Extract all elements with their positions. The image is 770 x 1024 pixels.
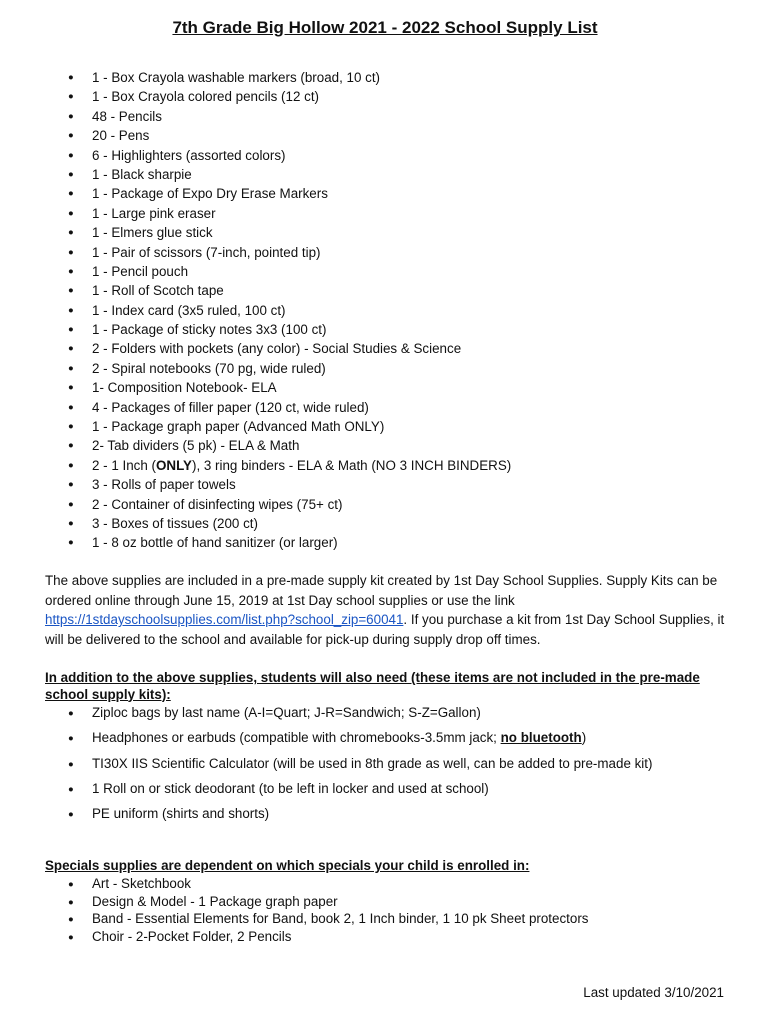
list-item: ● Band - Essential Elements for Band, book 2, 1 Inch binder, 1 10 pk Sheet protectors xyxy=(46,910,589,928)
list-item: ● 1 - Pair of scissors (7-inch, pointed tip) xyxy=(46,243,511,262)
list-item: ● 1 - Box Crayola washable markers (broad, 10 ct) xyxy=(46,68,511,87)
list-item: ● PE uniform (shirts and shorts) xyxy=(46,804,652,829)
list-item: ● 1 - Elmers glue stick xyxy=(46,223,511,242)
binders-prefix: 2 - 1 Inch ( xyxy=(92,457,157,473)
list-item: ● 1 - 8 oz bottle of hand sanitizer (or larger) xyxy=(46,533,511,552)
specials-list xyxy=(46,875,589,945)
additional-list xyxy=(46,703,652,829)
supply-kit-link[interactable]: https://1stdayschoolsupplies.com/list.php?school_zip=60041 xyxy=(45,612,404,627)
list-item: ● 2 - Spiral notebooks (70 pg, wide ruled) xyxy=(46,359,511,378)
list-item: ● 1 - Pencil pouch xyxy=(46,262,511,281)
no-bluetooth-note: no bluetooth xyxy=(500,730,582,746)
page-title: 7th Grade Big Hollow 2021 - 2022 School Supply List xyxy=(172,18,598,37)
list-item: ● 1 - Box Crayola colored pencils (12 ct) xyxy=(46,87,511,106)
list-item: ● 1 - Black sharpie xyxy=(46,165,511,184)
kit-paragraph xyxy=(45,571,735,649)
headphones-text: Headphones or earbuds (compatible with chromebooks-3.5mm jack; xyxy=(92,730,501,746)
list-item: ● 20 - Pens xyxy=(46,126,511,145)
list-item: ● 1 Roll on or stick deodorant (to be left in locker and used at school) xyxy=(46,779,652,804)
binders-suffix: ), 3 ring binders - ELA & Math (NO 3 INCH BINDERS) xyxy=(191,457,512,473)
last-updated: Last updated 3/10/2021 xyxy=(583,985,724,1000)
list-item: ● 1 - Package of Expo Dry Erase Markers xyxy=(46,184,511,203)
supply-list xyxy=(46,68,511,553)
kit-text-start: The above supplies are included in a pre-made supply kit created by 1st Day School Supplies. Supply Kits can be ordered online through June 15, 2019 at 1st Day school supplies or use the link xyxy=(45,573,718,608)
headphones-close: ) xyxy=(581,730,587,746)
list-item: ● 1- Composition Notebook- ELA xyxy=(46,378,511,397)
list-item: ● 48 - Pencils xyxy=(46,107,511,126)
list-item-headphones xyxy=(46,728,652,753)
list-item-binders xyxy=(46,456,511,475)
specials-heading: Specials supplies are dependent on which specials your child is enrolled in: xyxy=(45,858,530,873)
list-item: ● 2- Tab dividers (5 pk) - ELA & Math xyxy=(46,436,511,455)
list-item: ● 2 - Folders with pockets (any color) - Social Studies & Science xyxy=(46,339,511,358)
list-item: ● 1 - Roll of Scotch tape xyxy=(46,281,511,300)
kit-text-end: . If you purchase a kit from 1st Day School Supplies, it will be delivered to the school and available for pick-up during supply drop off times. xyxy=(45,612,725,647)
list-item: ● Design & Model - 1 Package graph paper xyxy=(46,893,589,911)
list-item: ● 1 - Large pink eraser xyxy=(46,204,511,223)
list-item: ● 1 - Package graph paper (Advanced Math ONLY) xyxy=(46,417,511,436)
list-item: ● 1 - Index card (3x5 ruled, 100 ct) xyxy=(46,301,511,320)
list-item: ● Ziploc bags by last name (A-I=Quart; J-R=Sandwich; S-Z=Gallon) xyxy=(46,703,652,728)
additional-heading: In addition to the above supplies, students will also need (these items are not included in the pre-made school supply kits): xyxy=(45,670,700,702)
list-item: ● TI30X IIS Scientific Calculator (will be used in 8th grade as well, can be added to pre-made kit) xyxy=(46,754,652,779)
list-item: ● 3 - Rolls of paper towels xyxy=(46,475,511,494)
list-item: ● 4 - Packages of filler paper (120 ct, wide ruled) xyxy=(46,398,511,417)
list-item: ● 1 - Package of sticky notes 3x3 (100 ct) xyxy=(46,320,511,339)
list-item: ● 3 - Boxes of tissues (200 ct) xyxy=(46,514,511,533)
binders-bold: ONLY xyxy=(156,457,192,473)
list-item: ● 2 - Container of disinfecting wipes (75+ ct) xyxy=(46,495,511,514)
list-item: ● Choir - 2-Pocket Folder, 2 Pencils xyxy=(46,928,589,946)
list-item: ● 6 - Highlighters (assorted colors) xyxy=(46,146,511,165)
list-item: ● Art - Sketchbook xyxy=(46,875,589,893)
